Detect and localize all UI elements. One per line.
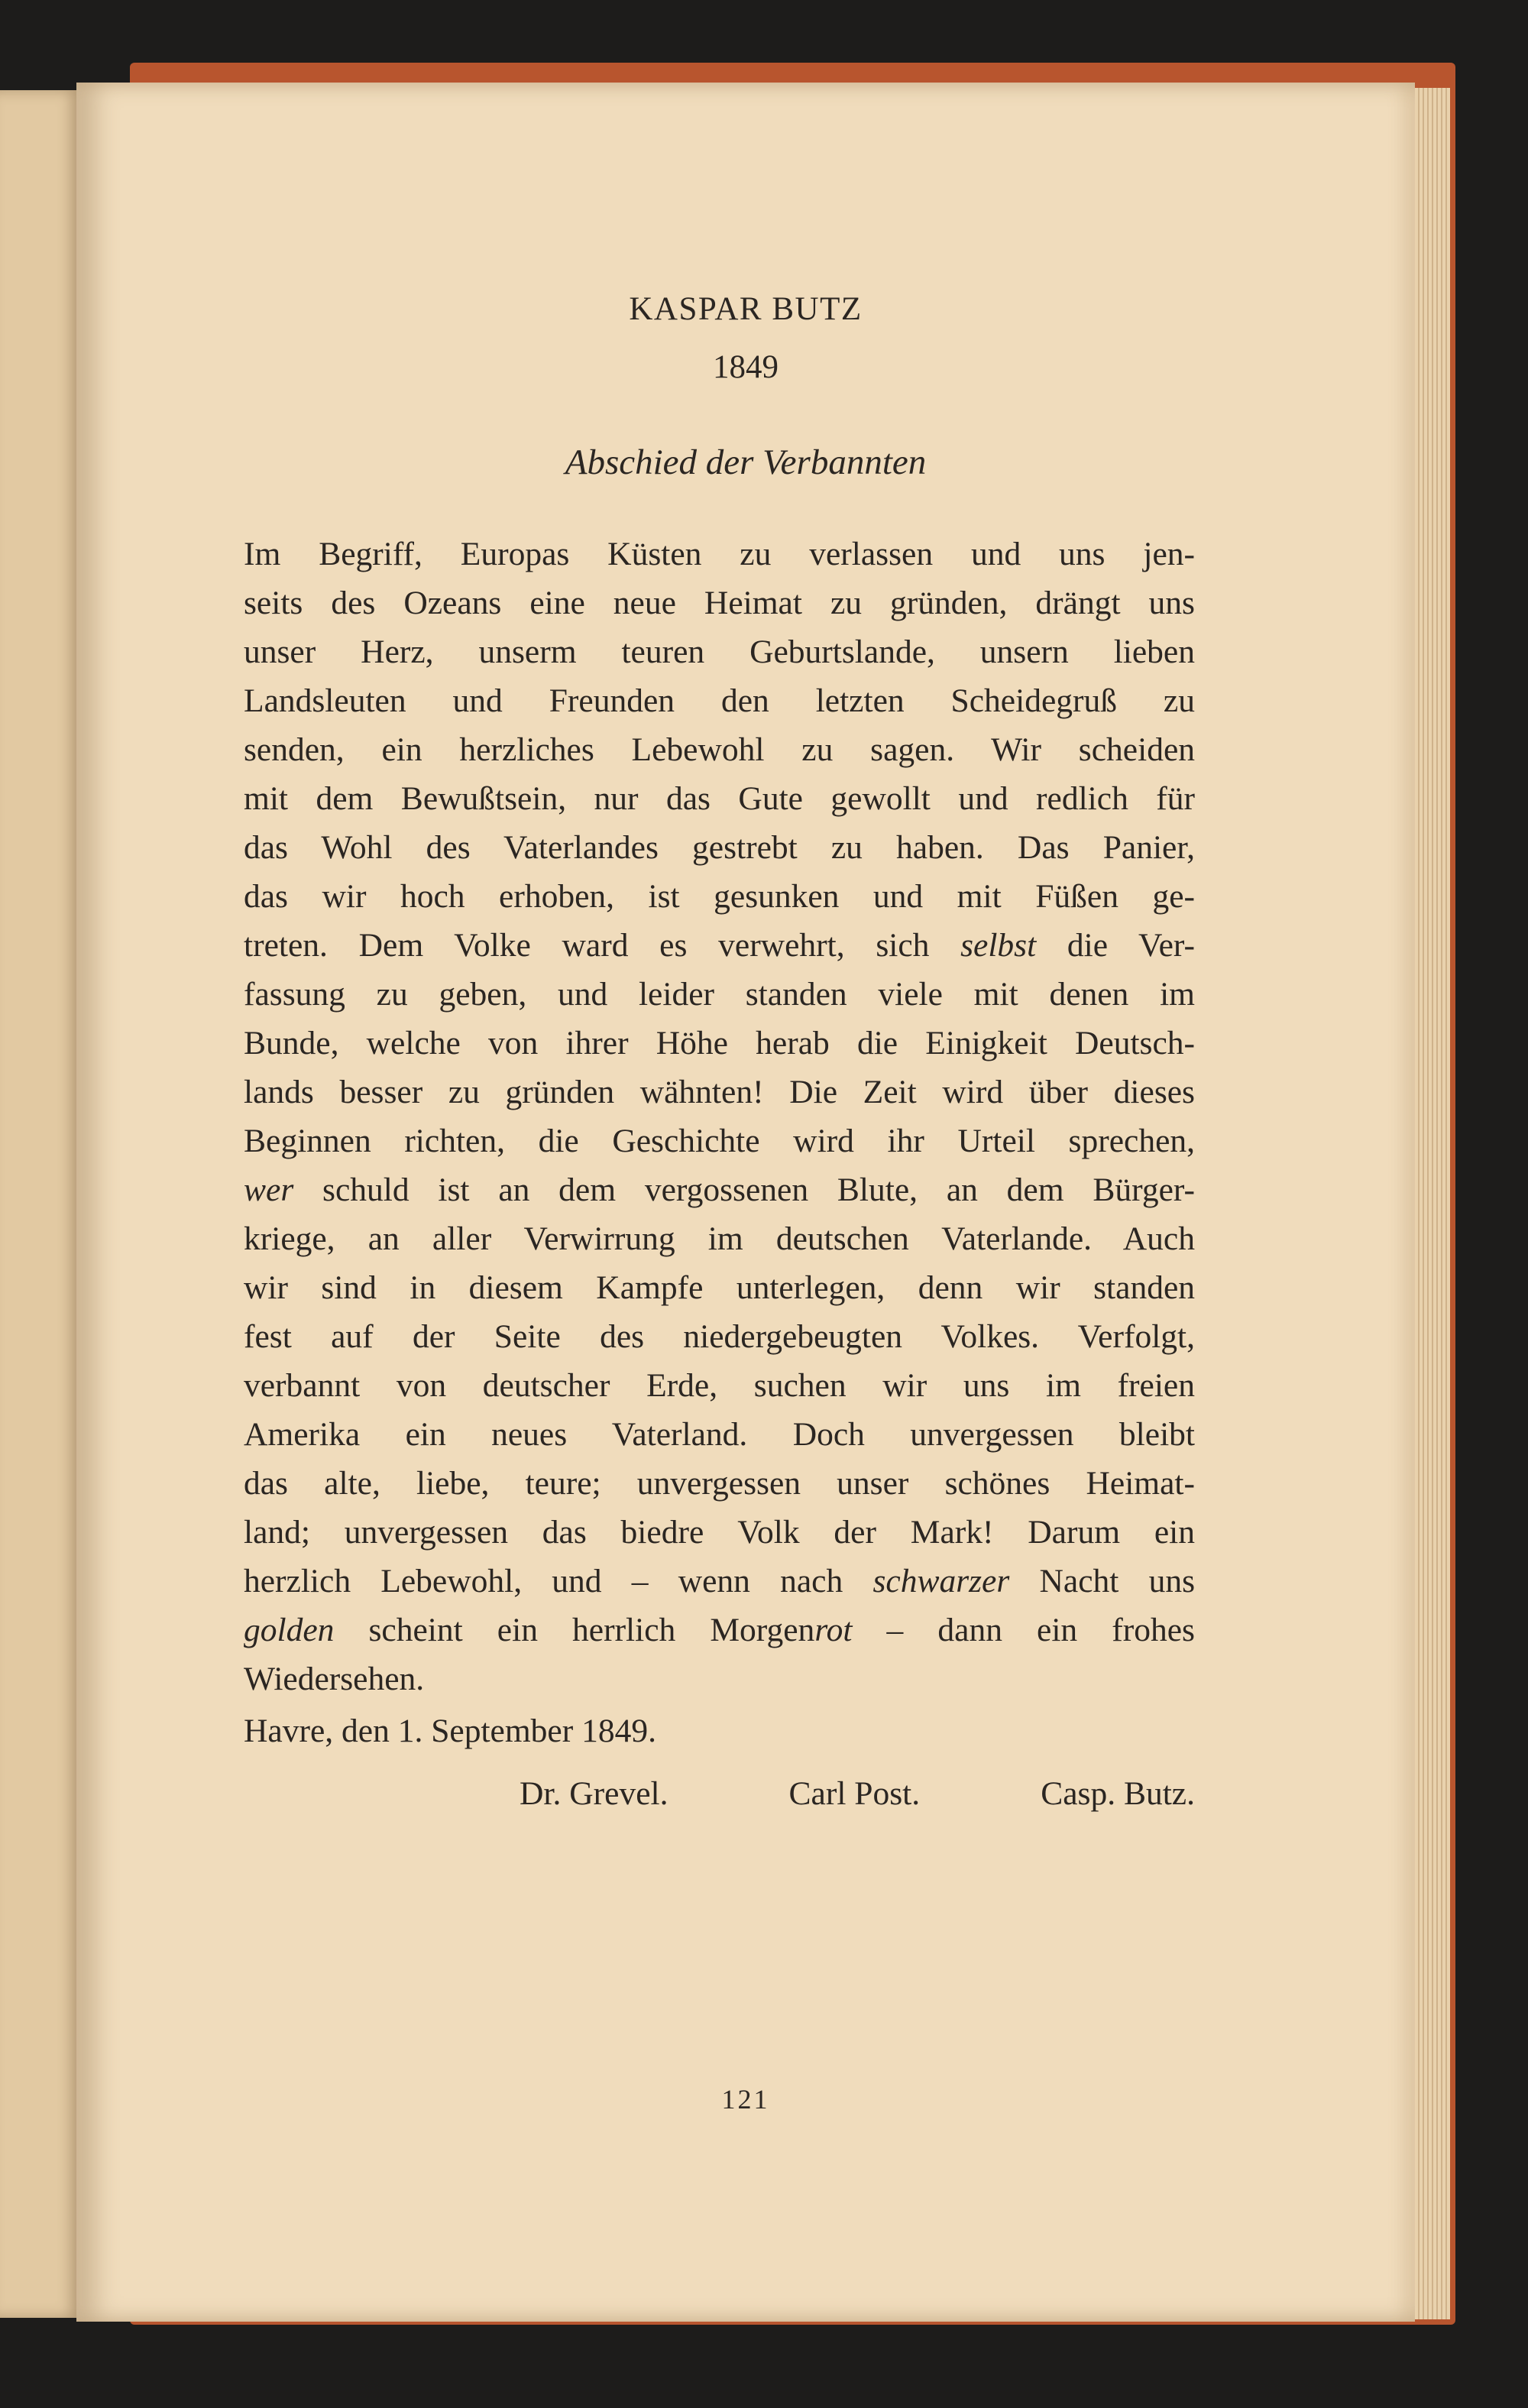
- text-line: das alte, liebe, teure; unvergessen unser schönes Heimat-: [244, 1465, 1195, 1502]
- text-line: wer schuld ist an dem vergossenen Blute, an dem Bürger-: [244, 1172, 1195, 1208]
- signatures: [520, 1774, 1195, 1813]
- text-line: seits des Ozeans eine neue Heimat zu gründen, drängt uns: [244, 585, 1195, 621]
- signature-post: Carl Post.: [788, 1775, 921, 1812]
- text-line: Bunde, welche von ihrer Höhe herab die Einigkeit Deutsch-: [244, 1025, 1195, 1061]
- text-line: senden, ein herzliches Lebewohl zu sagen. Wir scheiden: [244, 731, 1195, 768]
- emphasis: golden: [244, 1612, 335, 1648]
- text-line: Amerika ein neues Vaterland. Doch unvergessen bleibt: [244, 1416, 1195, 1453]
- emphasis: selbst: [960, 927, 1037, 964]
- text-line: fest auf der Seite des niedergebeugten Volkes. Verfolgt,: [244, 1318, 1195, 1355]
- text-line: lands besser zu gründen wähnten! Die Zeit wird über dieses: [244, 1074, 1195, 1110]
- text-title: Abschied der Verbannten: [565, 442, 927, 482]
- page-number: 121: [721, 2084, 770, 2115]
- text-line: land; unvergessen das biedre Volk der Mark! Darum ein: [244, 1514, 1195, 1551]
- text-line: Beginnen richten, die Geschichte wird ihr Urteil sprechen,: [244, 1123, 1195, 1159]
- text-line: wir sind in diesem Kampfe unterlegen, denn wir standen: [244, 1269, 1195, 1306]
- signature-butz: Casp. Butz.: [1041, 1775, 1195, 1812]
- text-line: Wiedersehen.: [244, 1661, 425, 1697]
- emphasis: schwarzer: [872, 1563, 1010, 1599]
- text-line: unser Herz, unserm teuren Geburtslande, unsern lieben: [244, 634, 1195, 670]
- place-date: Havre, den 1. September 1849.: [244, 1713, 656, 1749]
- signature-grevel: Dr. Grevel.: [520, 1775, 668, 1812]
- emphasis: rot: [814, 1612, 853, 1648]
- year-heading: 1849: [713, 349, 779, 385]
- book-page: [76, 83, 1415, 2322]
- text-line: verbannt von deutscher Erde, suchen wir uns im freien: [244, 1367, 1195, 1404]
- text-line: das Wohl des Vaterlandes gestrebt zu haben. Das Panier,: [244, 829, 1195, 866]
- text-line: fassung zu geben, und leider standen viele mit denen im: [244, 976, 1195, 1013]
- author-heading: KASPAR BUTZ: [629, 291, 863, 327]
- text-line: herzlich Lebewohl, und – wenn nach schwarzer Nacht uns: [244, 1563, 1195, 1599]
- text-line: golden scheint ein herrlich Morgenrot – dann ein frohes: [244, 1612, 1195, 1648]
- text-line: kriege, an aller Verwirrung im deutschen Vaterlande. Auch: [244, 1220, 1195, 1257]
- text-line: Im Begriff, Europas Küsten zu verlassen und uns jen-: [244, 536, 1195, 572]
- page-stack-edge: [1415, 88, 1450, 2319]
- emphasis: wer: [244, 1172, 294, 1208]
- text-line: das wir hoch erhoben, ist gesunken und mit Füßen ge-: [244, 878, 1195, 915]
- text-line: treten. Dem Volke ward es verwehrt, sich selbst die Ver-: [244, 927, 1195, 964]
- facing-page-edge: [0, 90, 83, 2318]
- body-text: [244, 530, 1195, 1703]
- text-line: Landsleuten und Freunden den letzten Scheidegruß zu: [244, 682, 1195, 719]
- text-line: mit dem Bewußtsein, nur das Gute gewollt und redlich für: [244, 780, 1195, 817]
